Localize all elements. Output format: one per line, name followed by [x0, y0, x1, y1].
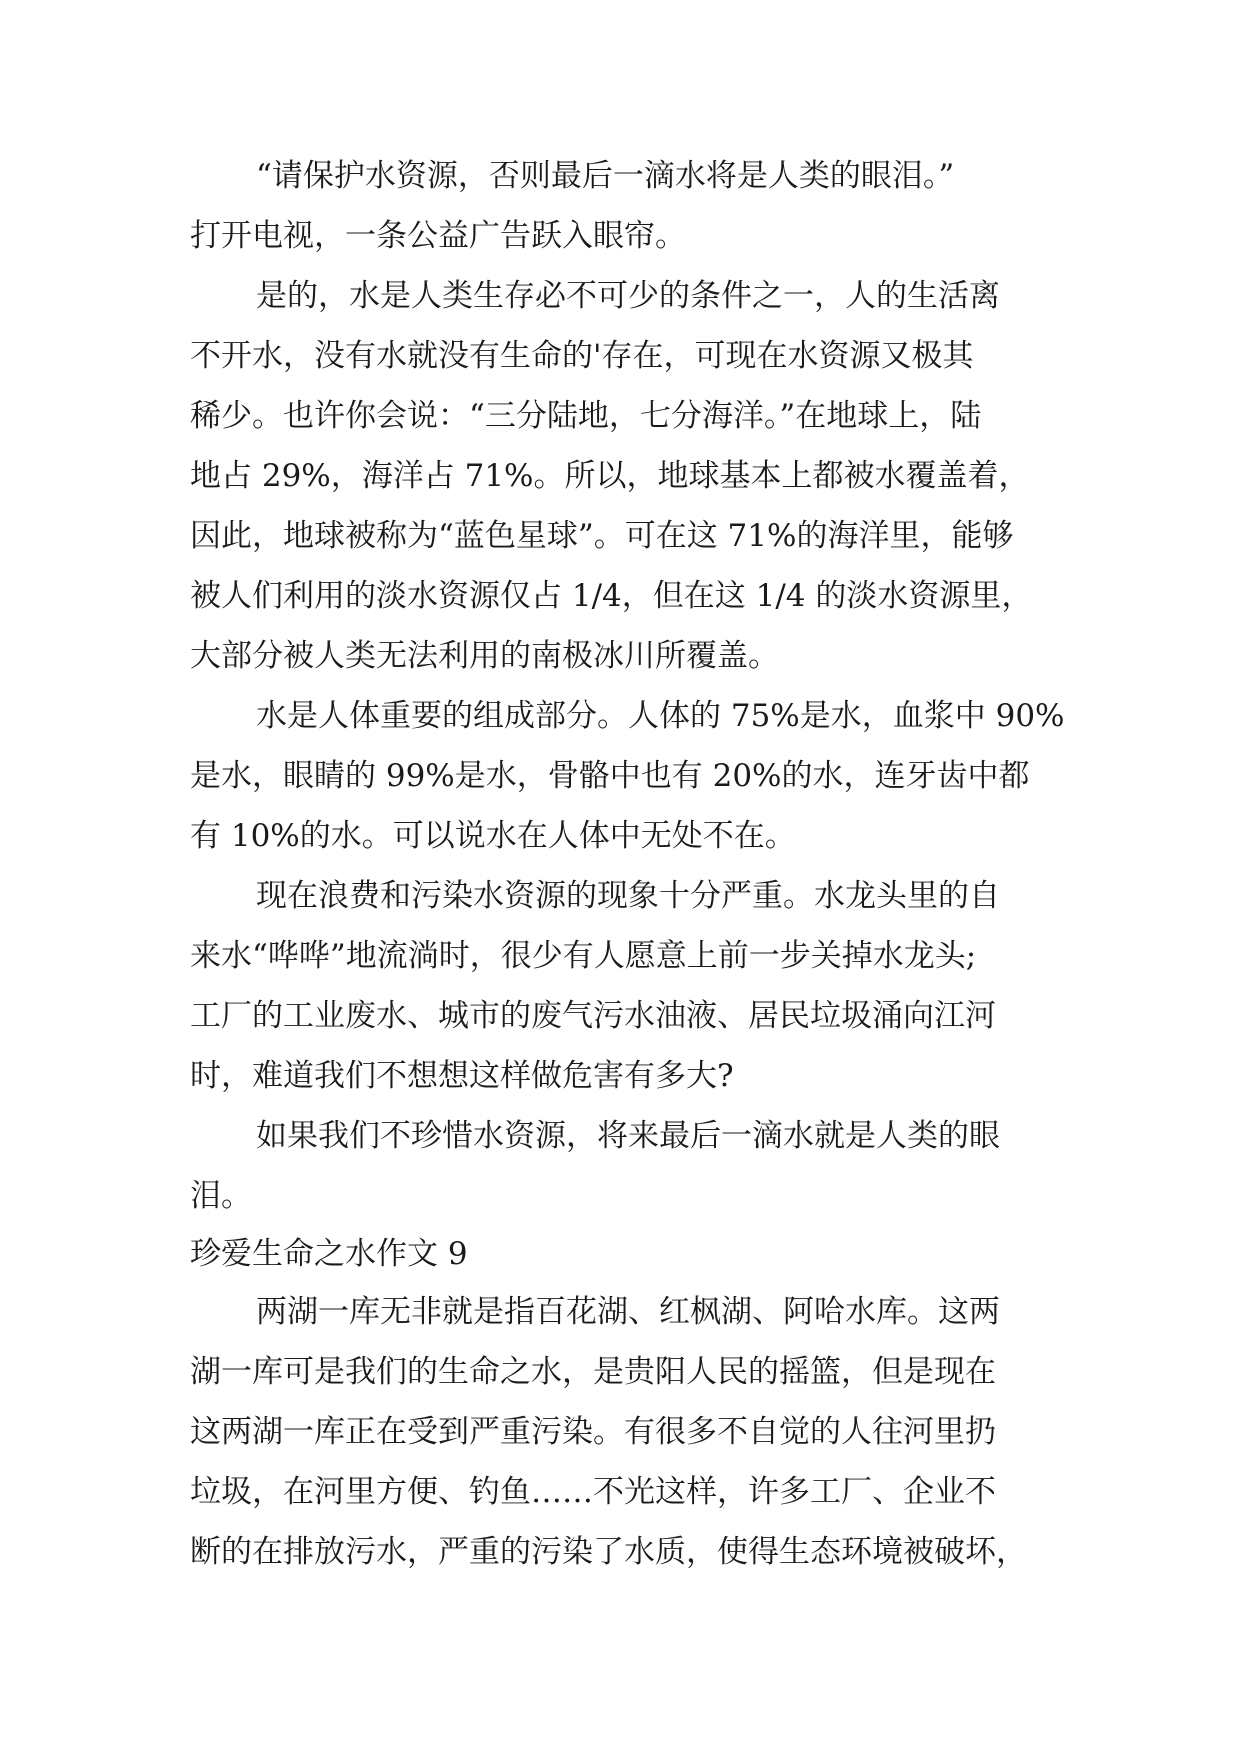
paragraph-line: 工厂的工业废水、城市的废气污水油液、居民垃圾涌向江河	[190, 998, 996, 1034]
section-heading: 珍爱生命之水作文 9	[190, 1236, 468, 1272]
paragraph-line: 是的，水是人类生存必不可少的条件之一，人的生活离	[256, 278, 1000, 314]
paragraph-line: 断的在排放污水，严重的污染了水质，使得生态环境被破坏，	[190, 1534, 1027, 1570]
paragraph-line: 是水，眼睛的 99%是水，骨骼中也有 20%的水，连牙齿中都	[190, 758, 1030, 794]
paragraph-line: 不开水，没有水就没有生命的'存在，可现在水资源又极其	[190, 338, 974, 374]
paragraph-line: 地占 29%，海洋占 71%。所以，地球基本上都被水覆盖着，	[190, 458, 1030, 494]
paragraph-line: 水是人体重要的组成部分。人体的 75%是水，血浆中 90%	[256, 698, 1065, 734]
paragraph-line: “请保护水资源，否则最后一滴水将是人类的眼泪。”	[256, 158, 955, 194]
paragraph-line: 垃圾，在河里方便、钓鱼……不光这样，许多工厂、企业不	[190, 1474, 996, 1510]
paragraph-line: 打开电视，一条公益广告跃入眼帘。	[190, 218, 686, 254]
paragraph-line: 如果我们不珍惜水资源，将来最后一滴水就是人类的眼	[256, 1118, 1000, 1154]
paragraph-line: 有 10%的水。可以说水在人体中无处不在。	[190, 818, 796, 854]
paragraph-line: 稀少。也许你会说：“三分陆地，七分海洋。”在地球上，陆	[190, 398, 982, 434]
paragraph-line: 湖一库可是我们的生命之水，是贵阳人民的摇篮，但是现在	[190, 1354, 996, 1390]
paragraph-line: 被人们利用的淡水资源仅占 1/4，但在这 1/4 的淡水资源里，	[190, 578, 1033, 614]
paragraph-line: 这两湖一库正在受到严重污染。有很多不自觉的人往河里扔	[190, 1414, 996, 1450]
paragraph-line: 两湖一库无非就是指百花湖、红枫湖、阿哈水库。这两	[256, 1294, 1000, 1330]
paragraph-line: 泪。	[190, 1178, 252, 1214]
paragraph-line: 大部分被人类无法利用的南极冰川所覆盖。	[190, 638, 779, 674]
paragraph-line: 来水“哗哗”地流淌时，很少有人愿意上前一步关掉水龙头;	[190, 938, 977, 974]
paragraph-line: 现在浪费和污染水资源的现象十分严重。水龙头里的自	[256, 878, 1000, 914]
paragraph-line: 因此，地球被称为“蓝色星球”。可在这 71%的海洋里，能够	[190, 518, 1014, 554]
paragraph-line: 时，难道我们不想想这样做危害有多大?	[190, 1058, 734, 1094]
